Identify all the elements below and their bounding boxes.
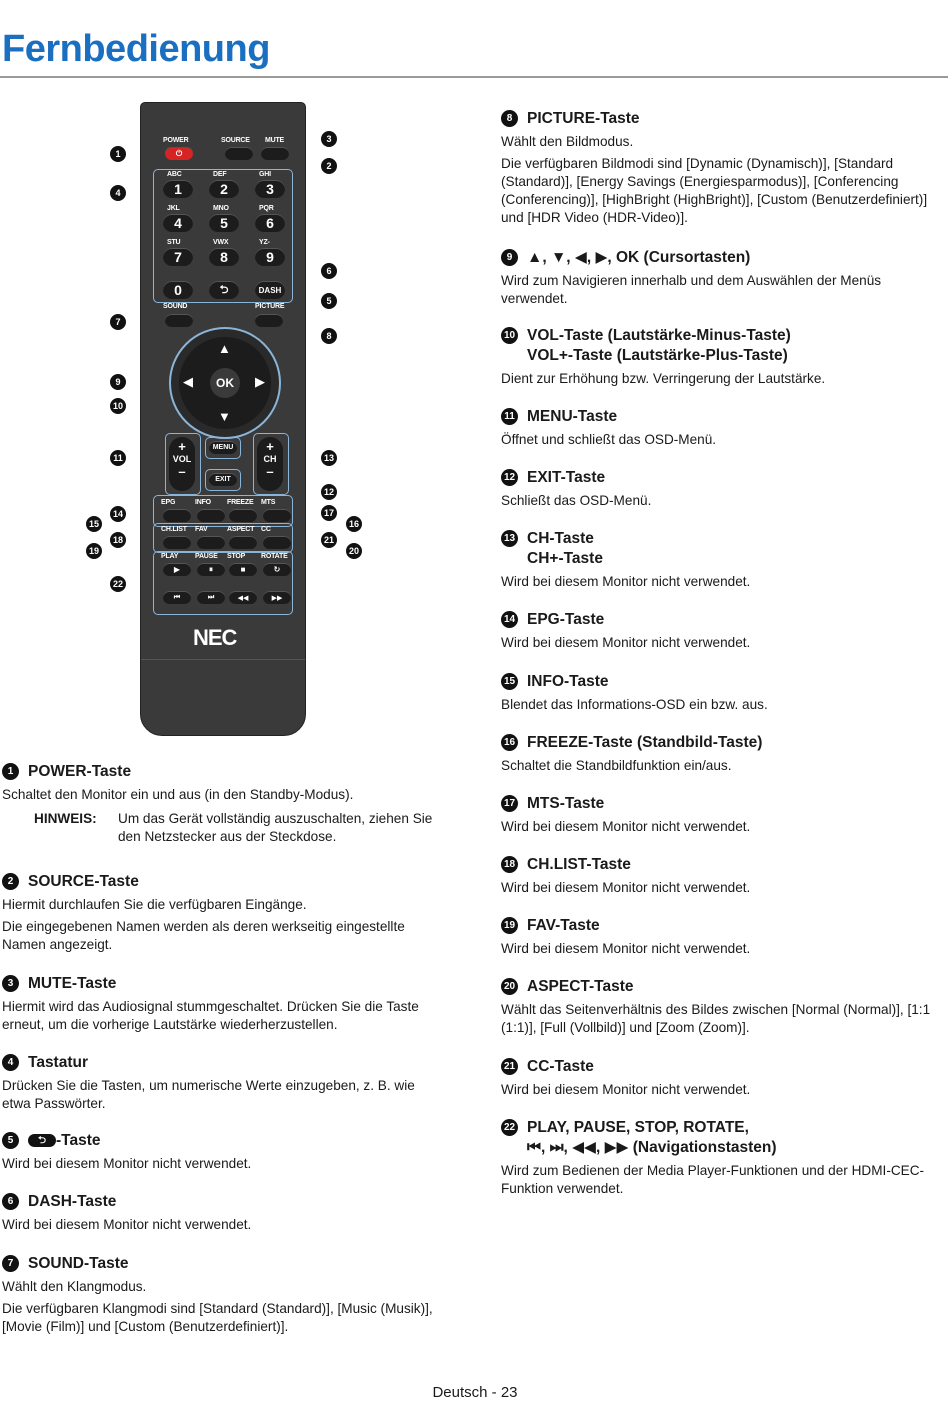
callout-8: 8	[321, 328, 337, 344]
description-section	[501, 1118, 941, 1198]
description-section	[501, 407, 941, 449]
section-paragraph: Schaltet den Monitor ein und aus (in den Standby-Modus).	[2, 787, 354, 802]
note-text: Um das Gerät vollständig auszuschalten, ziehen Sie den Netzstecker aus der Steckdose.	[118, 811, 433, 844]
section-heading	[501, 916, 941, 936]
function-key-button	[229, 509, 257, 522]
section-number-badge: 3	[2, 975, 19, 992]
key-9: 9	[255, 248, 285, 266]
callout-18: 18	[110, 532, 126, 548]
section-title: MUTE-Taste	[28, 975, 117, 992]
section-title-wrap	[28, 974, 116, 994]
vol-plus-icon: +	[178, 439, 186, 454]
section-title-wrap	[527, 326, 791, 366]
key-3: 3	[255, 180, 285, 198]
function-key-label: EPG	[161, 499, 176, 506]
media-icon: ▶	[173, 565, 181, 574]
section-paragraph: Wird bei diesem Monitor nicht verwendet.	[501, 635, 751, 650]
keypad-letters: STU	[167, 239, 181, 246]
section-heading	[501, 326, 941, 366]
section-title: CH-Taste	[527, 530, 594, 547]
media-icon: ■	[240, 565, 246, 574]
nec-logo: NEC	[193, 625, 237, 650]
media-icon: ↻	[273, 565, 281, 574]
section-title-wrap	[527, 468, 605, 488]
function-key-button	[163, 536, 191, 549]
description-section	[501, 672, 941, 714]
section-number-badge: 12	[501, 469, 518, 486]
section-title: -Taste	[56, 1132, 101, 1149]
section-title: PICTURE-Taste	[527, 110, 640, 127]
callout-22: 22	[110, 576, 126, 592]
title-divider	[0, 76, 948, 78]
description-section	[2, 1192, 442, 1234]
power-icon: ⏻	[175, 148, 183, 158]
callout-9: 9	[110, 374, 126, 390]
callout-11: 11	[110, 450, 126, 466]
media-key-label: PAUSE	[195, 553, 218, 560]
description-section	[2, 872, 442, 954]
navigation-icon: ▶▶	[271, 594, 283, 602]
key-7: 7	[163, 248, 193, 266]
description-section	[501, 610, 941, 652]
section-paragraph: Wird zum Bedienen der Media Player-Funktionen und der HDMI-CEC-Funktion verwendet.	[501, 1163, 925, 1196]
source-label: SOURCE	[221, 137, 250, 144]
section-heading	[2, 1192, 442, 1212]
media-highlight	[153, 551, 293, 615]
section-heading	[501, 610, 941, 630]
remote-control-illustration	[140, 102, 306, 736]
callout-19: 19	[86, 543, 102, 559]
section-heading	[501, 468, 941, 488]
section-title-line-2: VOL+-Taste (Lautstärke-Plus-Taste)	[527, 347, 788, 364]
section-heading	[501, 733, 941, 753]
callout-14: 14	[110, 506, 126, 522]
section-paragraph: Wird bei diesem Monitor nicht verwendet.	[501, 574, 751, 589]
section-paragraph: Die verfügbaren Klangmodi sind [Standard (Standard)], [Music (Musik)], [Movie (Film)] und [Custom (Benutzerdefiniert)].	[2, 1301, 433, 1334]
function-key-button	[197, 536, 225, 549]
section-number-badge: 2	[2, 873, 19, 890]
description-section	[501, 468, 941, 510]
section-heading	[2, 762, 442, 782]
section-number-badge: 13	[501, 530, 518, 547]
section-number-badge: 5	[2, 1132, 19, 1149]
description-section	[501, 855, 941, 897]
cursor-pad-inner	[179, 337, 271, 429]
section-heading	[501, 248, 941, 268]
navigation-key-button	[197, 591, 225, 604]
note-label: HINWEIS:	[34, 811, 97, 826]
section-title-wrap	[527, 794, 604, 814]
navigation-icon: ◀◀	[237, 594, 249, 602]
section-paragraph: Wählt den Bildmodus.	[501, 134, 634, 149]
callout-13: 13	[321, 450, 337, 466]
section-paragraph: Schließt das OSD-Menü.	[501, 493, 652, 508]
right-arrow-icon: ▶	[255, 374, 265, 389]
section-number-badge: 8	[501, 110, 518, 127]
section-paragraph: Schaltet die Standbildfunktion ein/aus.	[501, 758, 732, 773]
function-key-label: MTS	[261, 499, 276, 506]
description-section	[501, 977, 941, 1037]
sound-button	[165, 314, 193, 327]
section-heading	[2, 1053, 442, 1073]
keypad-letters: JKL	[167, 205, 180, 212]
section-paragraph: Wird bei diesem Monitor nicht verwendet.	[501, 880, 751, 895]
ch-label: CH	[263, 454, 277, 464]
description-section	[501, 794, 941, 836]
function-key-button	[229, 536, 257, 549]
keypad-letters: YZ-	[259, 239, 270, 246]
page-footer: Deutsch - 23	[432, 1384, 518, 1401]
section-paragraph: Wird bei diesem Monitor nicht verwendet.	[501, 941, 751, 956]
section-heading	[2, 1254, 442, 1274]
section-title-line-2: CH+-Taste	[527, 550, 603, 567]
source-button	[225, 147, 253, 160]
section-paragraph: Wählt den Klangmodus.	[2, 1279, 147, 1294]
section-title: DASH-Taste	[28, 1193, 117, 1210]
section-title: Tastatur	[28, 1054, 89, 1071]
section-number-badge: 21	[501, 1058, 518, 1075]
section-paragraph: Hiermit wird das Audiosignal stummgeschaltet. Drücken Sie die Taste erneut, um die vorherige Lautstärke wiederherzustellen.	[2, 999, 419, 1032]
menu-button: MENU	[209, 441, 237, 454]
section-title: FREEZE-Taste (Standbild-Taste)	[527, 734, 763, 751]
section-number-badge: 19	[501, 917, 518, 934]
keypad-letters: PQR	[259, 205, 274, 212]
keypad-letters: MNO	[213, 205, 229, 212]
section-title: SOURCE-Taste	[28, 873, 139, 890]
function-key-label: CC	[261, 526, 271, 533]
power-label: POWER	[163, 137, 189, 144]
function-key-button	[263, 536, 291, 549]
section-heading	[501, 109, 941, 129]
section-paragraph: Die eingegebenen Namen werden als deren werkseitig eingestellte Namen angezeigt.	[2, 919, 405, 952]
section-paragraph: Wird bei diesem Monitor nicht verwendet.	[2, 1217, 252, 1232]
section-paragraph: Blendet das Informations-OSD ein bzw. aus.	[501, 697, 768, 712]
return-icon: ⮌	[37, 1135, 46, 1147]
return-icon: ⮌	[219, 283, 229, 296]
vol-label: VOL	[172, 454, 192, 464]
picture-button	[255, 314, 283, 327]
section-title-wrap	[28, 1254, 128, 1274]
callout-1: 1	[110, 146, 126, 162]
exit-button: EXIT	[209, 473, 237, 486]
callout-10: 10	[110, 398, 126, 414]
keypad-letters: GHI	[259, 171, 271, 178]
callout-15: 15	[86, 516, 102, 532]
callout-3: 3	[321, 131, 337, 147]
section-heading	[501, 855, 941, 875]
key-4: 4	[163, 214, 193, 232]
function-key-label: CH.LIST	[161, 526, 187, 533]
callout-5: 5	[321, 293, 337, 309]
down-arrow-icon: ▼	[218, 409, 231, 424]
media-key-button	[229, 563, 257, 576]
section-paragraph: Wird bei diesem Monitor nicht verwendet.	[2, 1156, 252, 1171]
section-title: INFO-Taste	[527, 673, 609, 690]
callout-16: 16	[346, 516, 362, 532]
cursor-pad	[169, 327, 281, 439]
section-title-wrap	[527, 977, 634, 997]
section-title-wrap	[527, 1118, 777, 1158]
description-section	[2, 974, 442, 1034]
section-paragraph: Wird zum Navigieren innerhalb und dem Auswählen der Menüs verwendet.	[501, 273, 882, 306]
section-title-wrap	[527, 109, 640, 129]
media-key-label: ROTATE	[261, 553, 288, 560]
description-section	[501, 916, 941, 958]
section-number-badge: 1	[2, 763, 19, 780]
section-number-badge: 17	[501, 795, 518, 812]
key-6: 6	[255, 214, 285, 232]
media-key-button	[197, 563, 225, 576]
ok-button: OK	[210, 368, 240, 398]
ch-minus-icon: –	[266, 464, 274, 479]
section-heading	[501, 529, 941, 569]
section-number-badge: 18	[501, 856, 518, 873]
section-paragraph: Öffnet und schließt das OSD-Menü.	[501, 432, 717, 447]
section-title: CC-Taste	[527, 1058, 594, 1075]
section-number-badge: 16	[501, 734, 518, 751]
key-1: 1	[163, 180, 193, 198]
section-title-wrap	[527, 610, 604, 630]
description-section	[501, 109, 941, 227]
function-key-label: FAV	[195, 526, 208, 533]
function-key-button	[163, 509, 191, 522]
up-arrow-icon: ▲	[218, 341, 231, 356]
section-heading	[2, 974, 442, 994]
section-title-wrap	[28, 1053, 88, 1073]
description-section	[2, 1254, 442, 1336]
section-title: MENU-Taste	[527, 408, 618, 425]
section-title: VOL-Taste (Lautstärke-Minus-Taste)	[527, 327, 791, 344]
section-title: CH.LIST-Taste	[527, 856, 631, 873]
section-heading	[501, 1057, 941, 1077]
section-number-badge: 14	[501, 611, 518, 628]
navigation-key-button	[229, 591, 257, 604]
navigation-key-button	[263, 591, 291, 604]
section-number-badge: 6	[2, 1193, 19, 1210]
section-title-wrap	[527, 916, 600, 936]
section-title-wrap	[28, 1131, 101, 1151]
key-5: 5	[209, 214, 239, 232]
section-title-wrap	[28, 872, 139, 892]
media-key-label: PLAY	[161, 553, 179, 560]
navigation-icon: ⏮	[173, 593, 181, 601]
function-key-label: ASPECT	[227, 526, 255, 533]
description-section	[501, 1057, 941, 1099]
key-8: 8	[209, 248, 239, 266]
mute-button	[261, 147, 289, 160]
section-number-badge: 7	[2, 1255, 19, 1272]
function-key-label: INFO	[195, 499, 211, 506]
section-title-wrap	[527, 248, 750, 268]
section-paragraph: Wird bei diesem Monitor nicht verwendet.	[501, 819, 751, 834]
section-number-badge: 4	[2, 1054, 19, 1071]
page-title: Fernbedienung	[2, 28, 270, 70]
return-key-icon	[28, 1134, 56, 1147]
media-key-button	[163, 563, 191, 576]
media-key-label: STOP	[227, 553, 246, 560]
keypad-letters: VWX	[213, 239, 229, 246]
section-title-wrap	[28, 762, 131, 782]
vol-rocker	[169, 437, 195, 491]
key-2: 2	[209, 180, 239, 198]
section-number-badge: 22	[501, 1119, 518, 1136]
section-title-wrap	[527, 733, 762, 753]
section-title-wrap	[28, 1192, 116, 1212]
description-section	[501, 733, 941, 775]
callout-12: 12	[321, 484, 337, 500]
note-block	[34, 810, 442, 846]
section-title: SOUND-Taste	[28, 1255, 129, 1272]
section-paragraph: Wird bei diesem Monitor nicht verwendet.	[501, 1082, 751, 1097]
section-heading	[501, 1118, 941, 1158]
key-0: 0	[163, 281, 193, 299]
sound-label: SOUND	[163, 303, 188, 310]
section-title-wrap	[527, 407, 617, 427]
section-number-badge: 11	[501, 408, 518, 425]
media-key-button	[263, 563, 291, 576]
section-title: EXIT-Taste	[527, 469, 606, 486]
description-section	[501, 248, 941, 308]
section-title-wrap	[527, 672, 609, 692]
section-title: EPG-Taste	[527, 611, 605, 628]
section-title: FAV-Taste	[527, 917, 600, 934]
section-paragraph: Die verfügbaren Bildmodi sind [Dynamic (Dynamisch)], [Standard (Standard)], [Energy Savings (Energiesparmodus)], [Conferencing (Conferencing)], [HighBright (HighBright)], [Custom (Benutzerdefiniert)] und [HDR Video (HDR-Video)].	[501, 156, 928, 225]
section-title-wrap	[527, 529, 603, 569]
section-title-line-2: ⏮, ⏭, ◀◀, ▶▶ (Navigationstasten)	[527, 1139, 777, 1156]
section-number-badge: 10	[501, 327, 518, 344]
section-number-badge: 9	[501, 249, 518, 266]
section-paragraph: Dient zur Erhöhung bzw. Verringerung der Lautstärke.	[501, 371, 826, 386]
section-heading	[501, 407, 941, 427]
section-heading	[501, 977, 941, 997]
section-title: PLAY, PAUSE, STOP, ROTATE,	[527, 1119, 749, 1136]
section-heading	[2, 1131, 442, 1151]
callout-7: 7	[110, 314, 126, 330]
callout-6: 6	[321, 263, 337, 279]
section-heading	[2, 872, 442, 892]
callout-2: 2	[321, 158, 337, 174]
dash-button: DASH	[255, 281, 285, 299]
power-button	[165, 147, 193, 160]
media-icon: ⏸	[209, 564, 213, 574]
left-arrow-icon: ◀	[183, 374, 193, 389]
description-section	[501, 326, 941, 388]
function-key-button	[263, 509, 291, 522]
navigation-key-button	[163, 591, 191, 604]
section-number-badge: 15	[501, 673, 518, 690]
callout-17: 17	[321, 505, 337, 521]
ch-plus-icon: +	[266, 439, 274, 454]
section-title: ASPECT-Taste	[527, 978, 634, 995]
picture-label: PICTURE	[255, 303, 285, 310]
function-key-button	[197, 509, 225, 522]
callout-20: 20	[346, 543, 362, 559]
callout-21: 21	[321, 532, 337, 548]
function-key-label: FREEZE	[227, 499, 254, 506]
description-section	[2, 762, 442, 846]
keypad-letters: DEF	[213, 171, 227, 178]
remote-bottom-seam	[141, 659, 305, 660]
mute-label: MUTE	[265, 137, 285, 144]
section-title: ▲, ▼, ◀, ▶, OK (Cursortasten)	[527, 249, 751, 266]
return-button	[209, 281, 239, 299]
section-title: POWER-Taste	[28, 763, 132, 780]
section-heading	[501, 794, 941, 814]
section-paragraph: Wählt das Seitenverhältnis des Bildes zwischen [Normal (Normal)], [1:1 (1:1)], [Full (Vollbild)] und [Zoom (Zoom)].	[501, 1002, 931, 1035]
keypad-letters: ABC	[167, 171, 182, 178]
description-section	[2, 1053, 442, 1113]
callout-4: 4	[110, 185, 126, 201]
section-title: MTS-Taste	[527, 795, 605, 812]
section-paragraph: Hiermit durchlaufen Sie die verfügbaren Eingänge.	[2, 897, 307, 912]
description-section	[2, 1131, 442, 1173]
navigation-icon: ⏭	[207, 593, 215, 601]
section-number-badge: 20	[501, 978, 518, 995]
description-section	[501, 529, 941, 591]
section-heading	[501, 672, 941, 692]
vol-minus-icon: –	[178, 464, 186, 479]
section-paragraph: Drücken Sie die Tasten, um numerische Werte einzugeben, z. B. wie etwa Passwörter.	[2, 1078, 415, 1111]
section-title-wrap	[527, 1057, 594, 1077]
section-title-wrap	[527, 855, 631, 875]
ch-rocker	[257, 437, 283, 491]
